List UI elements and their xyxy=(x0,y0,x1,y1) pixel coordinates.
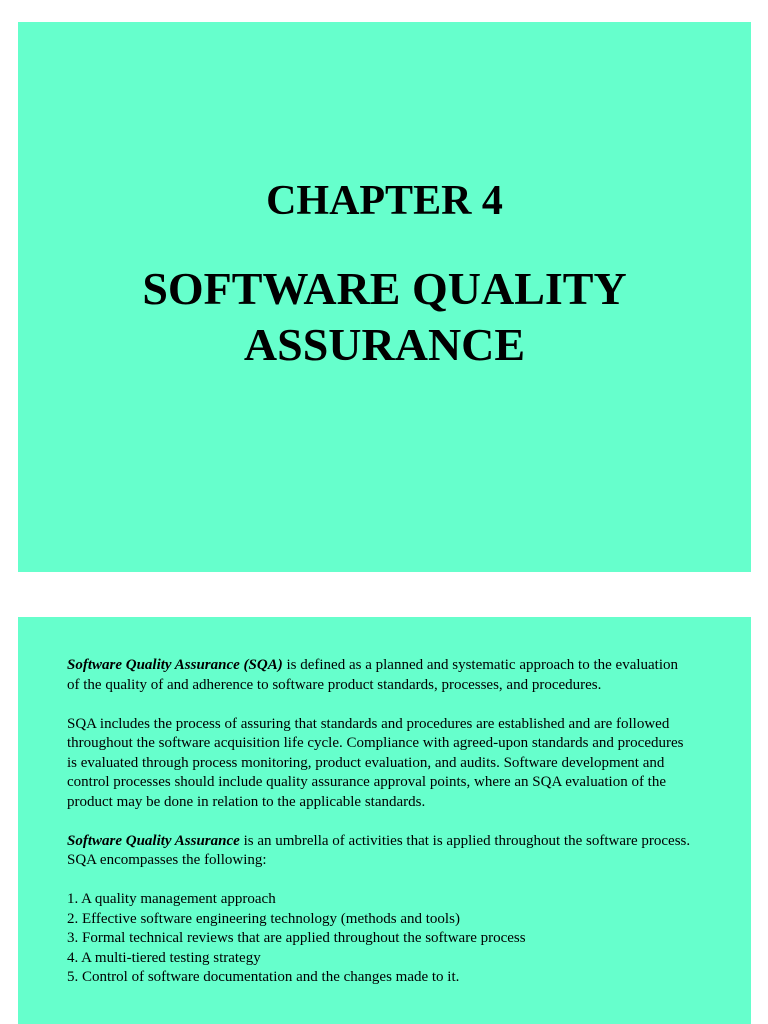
sqa-term-2: Software Quality Assurance xyxy=(67,832,240,849)
sqa-activities-list xyxy=(67,890,692,988)
title-slide xyxy=(18,22,751,572)
process-paragraph: SQA includes the process of assuring that standards and procedures are established and are followed throughout the software acquisition life cycle. Compliance with agreed-upon standards and procedures is evaluated through process monitoring, product evaluation, and audits. Software development and control processes should include quality assurance approval points, where an SQA evaluation of the product may be done in relation to the applicable standards. xyxy=(67,715,684,810)
sqa-term: Software Quality Assurance (SQA) xyxy=(67,657,283,673)
chapter-title xyxy=(18,261,751,373)
list-item: 4. A multi-tiered testing strategy xyxy=(67,949,261,966)
definition-paragraph xyxy=(67,656,692,695)
list-item: 2. Effective software engineering technology (methods and tools) xyxy=(67,910,460,927)
definition-text: is defined as a planned and systematic approach to the evaluation of the quality of and adherence to software product standards, processes, and procedures. xyxy=(67,657,679,693)
umbrella-paragraph xyxy=(67,832,692,871)
chapter-number: CHAPTER 4 xyxy=(266,178,503,224)
list-item: 5. Control of software documentation and the changes made to it. xyxy=(67,969,460,985)
chapter-title-line-1: SOFTWARE QUALITY xyxy=(142,263,627,314)
chapter-title-line-2: ASSURANCE xyxy=(243,319,526,370)
umbrella-text: is an umbrella of activities that is applied throughout the software process. SQA encompasses the following: xyxy=(67,832,691,868)
slide-body xyxy=(67,656,692,988)
content-slide xyxy=(18,617,751,1024)
list-item: 1. A quality management approach xyxy=(67,891,276,907)
list-item: 3. Formal technical reviews that are applied throughout the software process xyxy=(67,930,526,946)
